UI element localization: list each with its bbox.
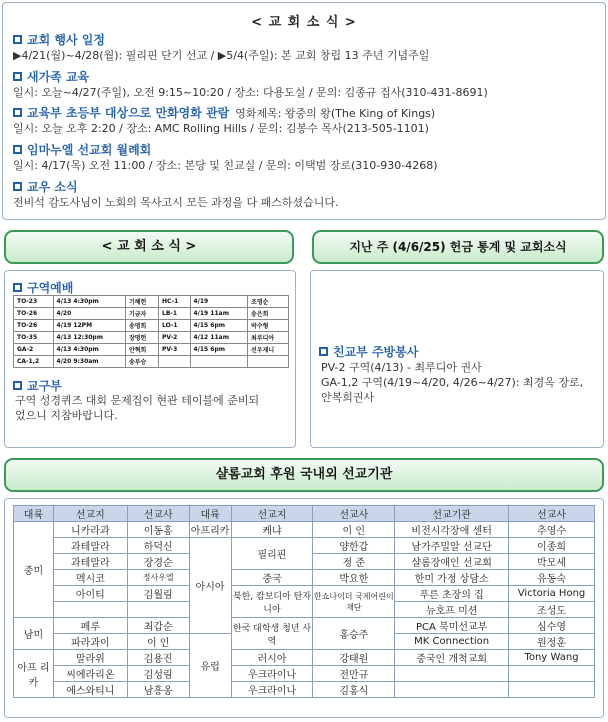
continent-cell: 유럽 — [189, 634, 231, 698]
missionary-cell: 이 인 — [313, 522, 395, 538]
guyeok-cell: 4/20 — [53, 308, 125, 320]
field-cell: 에스와티니 — [53, 682, 127, 698]
guyeok-cell: 송부승 — [125, 356, 158, 368]
guyeok-cell: 4/19 12PM — [53, 320, 125, 332]
right-pill-text: 지난 주 (4/6/25) 헌금 통계 및 교회소식 — [349, 240, 567, 254]
section-heading: 교회 행사 일정 — [27, 33, 105, 47]
immanuel-section — [13, 141, 603, 173]
section-line: 일시: 오늘~4/27(주일), 오전 9:15~10:20 / 장소: 다용도실 / 문의: 김종규 집사(310-431-8691) — [13, 86, 488, 99]
missionary-cell: 심수영 — [509, 618, 595, 634]
agency-cell: 뉴호프 미션 — [395, 602, 509, 618]
right-news-box — [310, 270, 604, 448]
section-heading: 새가족 교육 — [27, 70, 90, 84]
top-news-box — [2, 2, 606, 220]
field-cell: 필리핀 — [231, 538, 313, 570]
missionary-cell: 추영수 — [509, 522, 595, 538]
missionary-cell: 최갑순 — [127, 618, 189, 634]
guyeok-cell: PV-2 — [159, 332, 190, 344]
mission-header-cell: 선교사 — [509, 506, 595, 522]
agency-cell: PCA 북미선교부 — [395, 618, 509, 634]
left-pill-text: < 교 회 소 식 > — [101, 239, 197, 254]
guyeok-cell — [248, 356, 289, 368]
missionary-cell: 남흥옹 — [127, 682, 189, 698]
field-cell: 파라과이 — [53, 634, 127, 650]
missionary-cell: 장경순 — [127, 554, 189, 570]
field-cell: 페루 — [53, 618, 127, 634]
guyeok-cell: 최루디아 — [248, 332, 289, 344]
guyeok-cell: 4/20 9:30am — [53, 356, 125, 368]
continent-cell: 아프 리카 — [14, 650, 54, 698]
mission-header-cell: 선교지 — [231, 506, 313, 522]
guyeok-cell: 안혁희 — [125, 344, 158, 356]
mission-header-cell: 선교사 — [313, 506, 395, 522]
missionary-cell: 홍승주 — [313, 618, 395, 650]
missionary-cell: 강태원 — [313, 650, 395, 666]
guyeok-cell: 4/19 11am — [190, 308, 248, 320]
left-title-pill — [4, 230, 294, 264]
missionary-cell: 이동홍 — [127, 522, 189, 538]
mission-title-text: 샬롬교회 후원 국내외 선교기관 — [215, 467, 393, 482]
guyeok-row — [14, 308, 289, 320]
missionary-cell: 김월림 — [127, 586, 189, 602]
kitchen-heading-text: 친교부 주방봉사 — [333, 345, 419, 359]
guyeok-row — [14, 356, 289, 368]
missionary-cell: 전만규 — [313, 666, 395, 682]
guyeok-cell: 4/12 11am — [190, 332, 248, 344]
guyeok-cell: TO-23 — [14, 296, 54, 308]
missionary-cell — [127, 602, 189, 618]
left-news-box — [4, 270, 296, 448]
square-bullet-icon — [13, 35, 22, 44]
guyeok-cell: HC-1 — [159, 296, 190, 308]
square-bullet-icon — [13, 381, 22, 390]
empty-cell — [395, 682, 509, 698]
missionary-cell: 박모세 — [509, 554, 595, 570]
agency-cell: 샬롬장애인 선교회 — [395, 554, 509, 570]
mission-box — [4, 498, 604, 718]
agency-cell: 푸른 초장의 집 — [395, 586, 509, 602]
missionary-cell: 정 준 — [313, 554, 395, 570]
empty-cell — [509, 682, 595, 698]
missionary-cell: 김홍식 — [313, 682, 395, 698]
section-heading: 교육부 초등부 대상으로 만화영화 관람 — [27, 106, 230, 120]
agency-cell: 남가주밀알 선교단 — [395, 538, 509, 554]
square-bullet-icon — [13, 108, 22, 117]
continent-cell: 중미 — [14, 522, 54, 618]
guyeok-cell: 선우재니 — [248, 344, 289, 356]
gyogu-text: 구역 성경퀴즈 대회 문제집이 현관 테이블에 준비되었으니 지참바랍니다. — [15, 394, 260, 422]
mission-header-cell: 대륙 — [14, 506, 54, 522]
guyeok-cell: 4/13 12:30pm — [53, 332, 125, 344]
guyeok-cell: TO-35 — [14, 332, 54, 344]
kitchen-heading — [319, 343, 418, 360]
guyeok-heading-text: 구역예배 — [27, 281, 74, 295]
continent-cell: 아프리카 — [189, 522, 231, 538]
guyeok-cell: 송은희 — [248, 308, 289, 320]
missionary-cell: 김성림 — [127, 666, 189, 682]
event-section — [13, 31, 603, 63]
guyeok-table — [13, 295, 289, 368]
section-line: 일시: 4/17(목) 오전 11:00 / 장소: 본당 및 친교실 / 문의: 이택범 장로(310-930-4268) — [13, 159, 438, 172]
continent-cell: 아시아 — [189, 538, 231, 634]
field-cell: 우크라이나 — [231, 682, 313, 698]
square-bullet-icon — [13, 72, 22, 81]
field-cell: 과테말라 — [53, 554, 127, 570]
education-section — [13, 104, 603, 136]
guyeok-cell: 기금자 — [125, 308, 158, 320]
field-cell: 말라위 — [53, 650, 127, 666]
guyeok-row — [14, 320, 289, 332]
guyeok-row — [14, 332, 289, 344]
mission-header-cell: 선교지 — [53, 506, 127, 522]
field-cell: 니카라과 — [53, 522, 127, 538]
field-cell: 멕시코 — [53, 570, 127, 586]
guyeok-cell: TO-26 — [14, 320, 54, 332]
guyeok-cell: CA-1,2 — [14, 356, 54, 368]
section-heading: 임마누엘 선교회 월례회 — [27, 143, 152, 157]
guyeok-cell: 송명희 — [125, 320, 158, 332]
guyeok-cell: 장명헌 — [125, 332, 158, 344]
missionary-cell: 유동숙 — [509, 570, 595, 586]
missionary-cell: 박요한 — [313, 570, 395, 586]
guyeok-cell — [159, 356, 190, 368]
guyeok-cell: TO-26 — [14, 308, 54, 320]
mission-title-pill — [4, 458, 604, 492]
field-cell: 러시아 — [231, 650, 313, 666]
guyeok-row — [14, 344, 289, 356]
square-bullet-icon — [13, 283, 22, 292]
guyeok-cell — [190, 356, 248, 368]
right-title-pill — [312, 230, 604, 264]
gyogu-heading-text: 교구부 — [27, 379, 62, 393]
field-cell: 우크라이나 — [231, 666, 313, 682]
mission-header-cell: 선교기관 — [395, 506, 509, 522]
field-cell: 한국 대학생 청년 사역 — [231, 618, 313, 650]
missionary-cell: 조성도 — [509, 602, 595, 618]
missionary-cell: 정사우엘 — [127, 570, 189, 586]
mission-header-cell: 대륙 — [189, 506, 231, 522]
missionary-cell: 한쇼나이더 국제어린이 재단 — [313, 586, 395, 618]
square-bullet-icon — [13, 145, 22, 154]
mission-header-cell: 선교사 — [127, 506, 189, 522]
guyeok-cell: 4/13 4:30pm — [53, 296, 125, 308]
member-news-section — [13, 178, 603, 210]
square-bullet-icon — [13, 182, 22, 191]
kitchen-line: PV-2 구역(4/13) - 최루디아 권사 — [321, 361, 482, 374]
section-line: 일시: 오늘 오후 2:20 / 장소: AMC Rolling Hills / 문의: 김봉수 목사(213-505-1101) — [13, 122, 429, 135]
gyogu-heading — [13, 377, 62, 394]
guyeok-cell: 4/15 6pm — [190, 320, 248, 332]
field-cell: 씨에라리온 — [53, 666, 127, 682]
field-cell: 중국 — [231, 570, 313, 586]
missionary-cell: 이종희 — [509, 538, 595, 554]
empty-cell — [509, 666, 595, 682]
guyeok-cell: 4/19 — [190, 296, 248, 308]
guyeok-cell: PV-3 — [159, 344, 190, 356]
missionary-cell: 하덕신 — [127, 538, 189, 554]
guyeok-cell: 4/15 6pm — [190, 344, 248, 356]
empty-cell — [395, 666, 509, 682]
agency-cell: 중국인 개척교회 — [395, 650, 509, 666]
continent-cell: 남미 — [14, 618, 54, 650]
missionary-cell: Victoria Hong — [509, 586, 595, 602]
agency-cell: 한미 가정 상담소 — [395, 570, 509, 586]
guyeok-cell: LB-1 — [159, 308, 190, 320]
field-cell: 북한, 캄보디아 탄자니아 — [231, 586, 313, 618]
field-cell: 케냐 — [231, 522, 313, 538]
square-bullet-icon — [319, 347, 328, 356]
top-title: < 교 회 소 식 > — [251, 15, 357, 30]
guyeok-cell: 조명순 — [248, 296, 289, 308]
guyeok-cell: 4/13 4:30pm — [53, 344, 125, 356]
missionary-cell: 양한갑 — [313, 538, 395, 554]
mission-table — [13, 505, 595, 698]
agency-cell: 비전시각장애 센터 — [395, 522, 509, 538]
newfamily-section — [13, 68, 603, 100]
section-heading: 교우 소식 — [27, 180, 78, 194]
guyeok-cell: 박수형 — [248, 320, 289, 332]
field-cell — [53, 602, 127, 618]
section-line: 전비석 감도사님이 노회의 목사고시 모든 과정을 다 패스하셨습니다. — [13, 196, 339, 209]
section-heading-extra: 영화제목: 왕중의 왕(The King of Kings) — [235, 107, 436, 120]
field-cell: 과테말라 — [53, 538, 127, 554]
agency-cell: MK Connection — [395, 634, 509, 650]
guyeok-row — [14, 296, 289, 308]
guyeok-cell: LO-1 — [159, 320, 190, 332]
guyeok-heading — [13, 279, 73, 296]
missionary-cell: 원정훈 — [509, 634, 595, 650]
guyeok-cell: 기혜헌 — [125, 296, 158, 308]
missionary-cell: 김용진 — [127, 650, 189, 666]
guyeok-cell: GA-2 — [14, 344, 54, 356]
field-cell: 아이티 — [53, 586, 127, 602]
missionary-cell: 이 인 — [127, 634, 189, 650]
section-line: ▶4/21(월)~4/28(월): 필리핀 단기 선교 / ▶5/4(주일): 본 교회 창립 13 주년 기념주일 — [13, 49, 430, 62]
kitchen-line: GA-1,2 구역(4/19~4/20, 4/26~4/27): 최경옥 장로, 안복희권사 — [321, 376, 584, 404]
missionary-cell: Tony Wang — [509, 650, 595, 666]
